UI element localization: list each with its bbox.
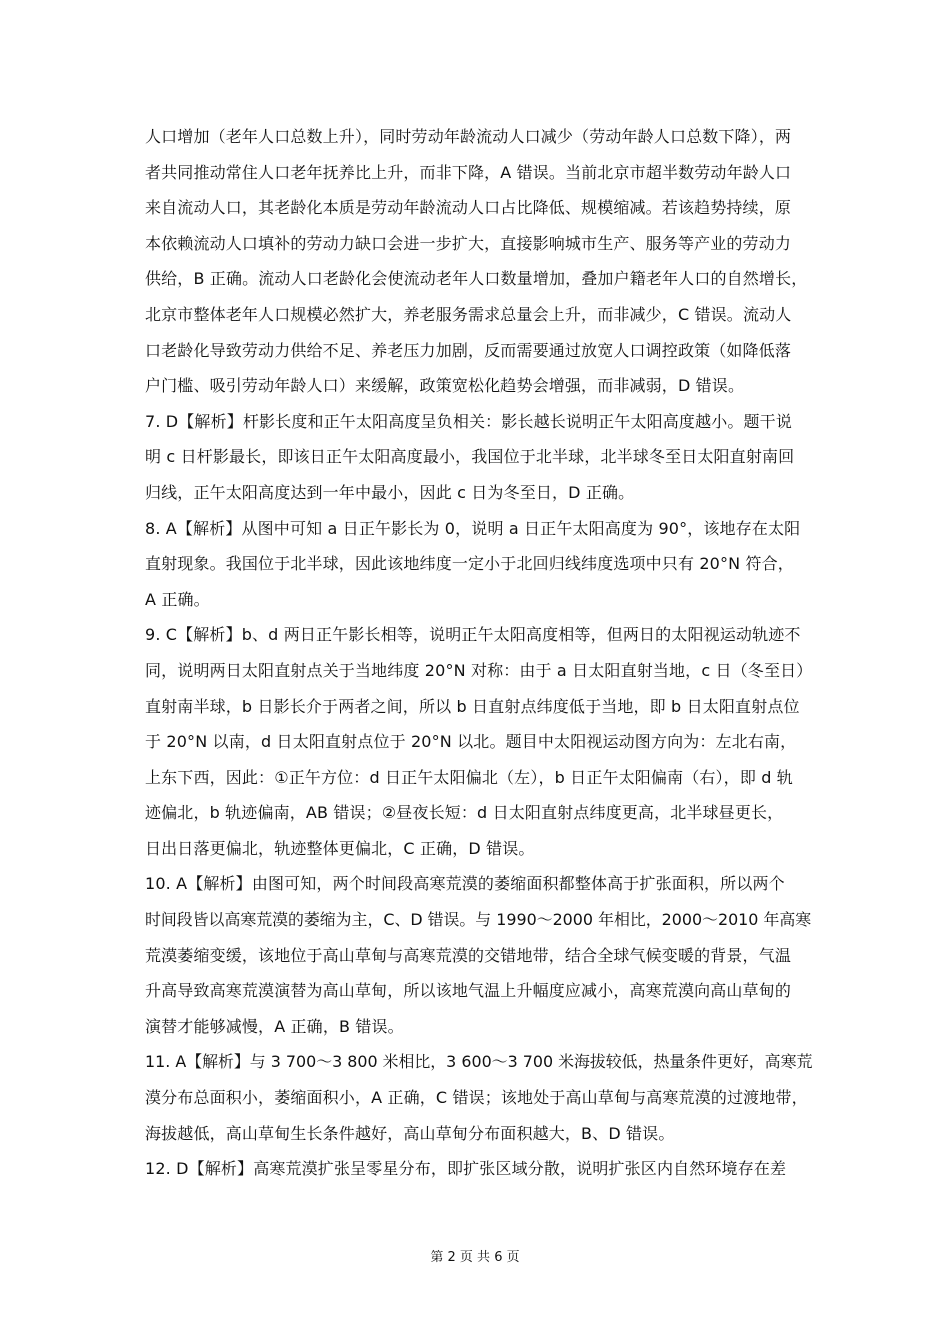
page-footer: 第 2 页 共 6 页 (430, 1250, 520, 1265)
text-line: 演替才能够减慢，A 正确，B 错误。 (145, 1016, 404, 1036)
text-line: 日出日落更偏北，轨迹整体更偏北，C 正确，D 错误。 (145, 838, 535, 858)
answer-explanation-text (145, 119, 813, 1187)
text-line: 明 c 日杆影最长，即该日正午太阳高度最小，我国位于北半球，北半球冬至日太阳直射南回 (145, 447, 795, 467)
text-line: 迹偏北，b 轨迹偏南，AB 错误；②昼夜长短：d 日太阳直射点纬度更高，北半球昼更长， (145, 803, 784, 823)
text-line: 同，说明两日太阳直射点关于当地纬度 20°N 对称：由于 a 日太阳直射当地，c 日（冬至日） (145, 660, 813, 680)
question-11-line: 11. A【解析】与 3 700～3 800 米相比，3 600～3 700 米海拔较低，热量条件更好，高寒荒 (145, 1052, 813, 1072)
text-line: 升高导致高寒荒漠演替为高山草甸，所以该地气温上升幅度应减小，高寒荒漠向高山草甸的 (145, 981, 792, 1001)
text-line: 北京市整体老年人口规模必然扩大，养老服务需求总量会上升，而非减少，C 错误。流动人 (145, 304, 792, 324)
text-line: 户门槛、吸引劳动年龄人口）来缓解，政策宽松化趋势会增强，而非减弱，D 错误。 (145, 376, 745, 396)
text-line: 直射现象。我国位于北半球，因此该地纬度一定小于北回归线纬度选项中只有 20°N 符合， (145, 554, 794, 574)
text-line: 人口增加（老年人口总数上升），同时劳动年龄流动人口减少（劳动年龄人口总数下降），两 (145, 127, 792, 146)
text-line: 口老龄化导致劳动力供给不足、养老压力加剧，反而需要通过放宽人口调控政策（如降低落 (145, 340, 792, 360)
text-line: 于 20°N 以南，d 日太阳直射点位于 20°N 以北。题目中太阳视运动图方向为：左北右南， (145, 732, 797, 752)
text-line: 本依赖流动人口填补的劳动力缺口会进一步扩大，直接影响城市生产、服务等产业的劳动力 (145, 233, 792, 253)
text-line: 供给，B 正确。流动人口老龄化会使流动老年人口数量增加，叠加户籍老年人口的自然增长， (145, 269, 808, 289)
question-7-line: 7. D【解析】杆影长度和正午太阳高度呈负相关：影长越长说明正午太阳高度越小。题干说 (145, 411, 792, 431)
text-line: 上东下西，因此：①正午方位：d 日正午太阳偏北（左），b 日正午太阳偏南（右），即 d 轨 (145, 767, 793, 787)
question-9-line: 9. C【解析】b、d 两日正午影长相等，说明正午太阳高度相等，但两日的太阳视运动轨迹不 (145, 625, 801, 645)
text-line: 归线，正午太阳高度达到一年中最小，因此 c 日为冬至日，D 正确。 (145, 482, 635, 502)
question-8-line: 8. A【解析】从图中可知 a 日正午影长为 0，说明 a 日正午太阳高度为 90°，该地存在太阳 (145, 518, 801, 538)
text-line: 漠分布总面积小，萎缩面积小，A 正确，C 错误；该地处于高山草甸与高寒荒漠的过渡地带， (145, 1088, 808, 1108)
text-line: 海拔越低，高山草甸生长条件越好，高山草甸分布面积越大，B、D 错误。 (145, 1123, 675, 1143)
text-line: 来自流动人口，其老龄化本质是劳动年龄流动人口占比降低、规模缩减。若该趋势持续，原 (145, 198, 792, 218)
text-line: 荒漠萎缩变缓，该地位于高山草甸与高寒荒漠的交错地带，结合全球气候变暖的背景，气温 (145, 945, 792, 965)
text-line: 者共同推动常住人口老年抚养比上升，而非下降，A 错误。当前北京市超半数劳动年龄人口 (145, 162, 792, 182)
text-line: A 正确。 (145, 589, 210, 609)
question-12-line: 12. D【解析】高寒荒漠扩张呈零星分布，即扩张区域分散，说明扩张区内自然环境存在差 (145, 1159, 787, 1179)
question-10-line: 10. A【解析】由图可知，两个时间段高寒荒漠的萎缩面积都整体高于扩张面积，所以两个 (145, 874, 785, 894)
text-line: 直射南半球，b 日影长介于两者之间，所以 b 日直射点纬度低于当地，即 b 日太阳直射点位 (145, 696, 800, 716)
text-line: 时间段皆以高寒荒漠的萎缩为主，C、D 错误。与 1990～2000 年相比，2000～2010 年高寒 (145, 910, 812, 930)
